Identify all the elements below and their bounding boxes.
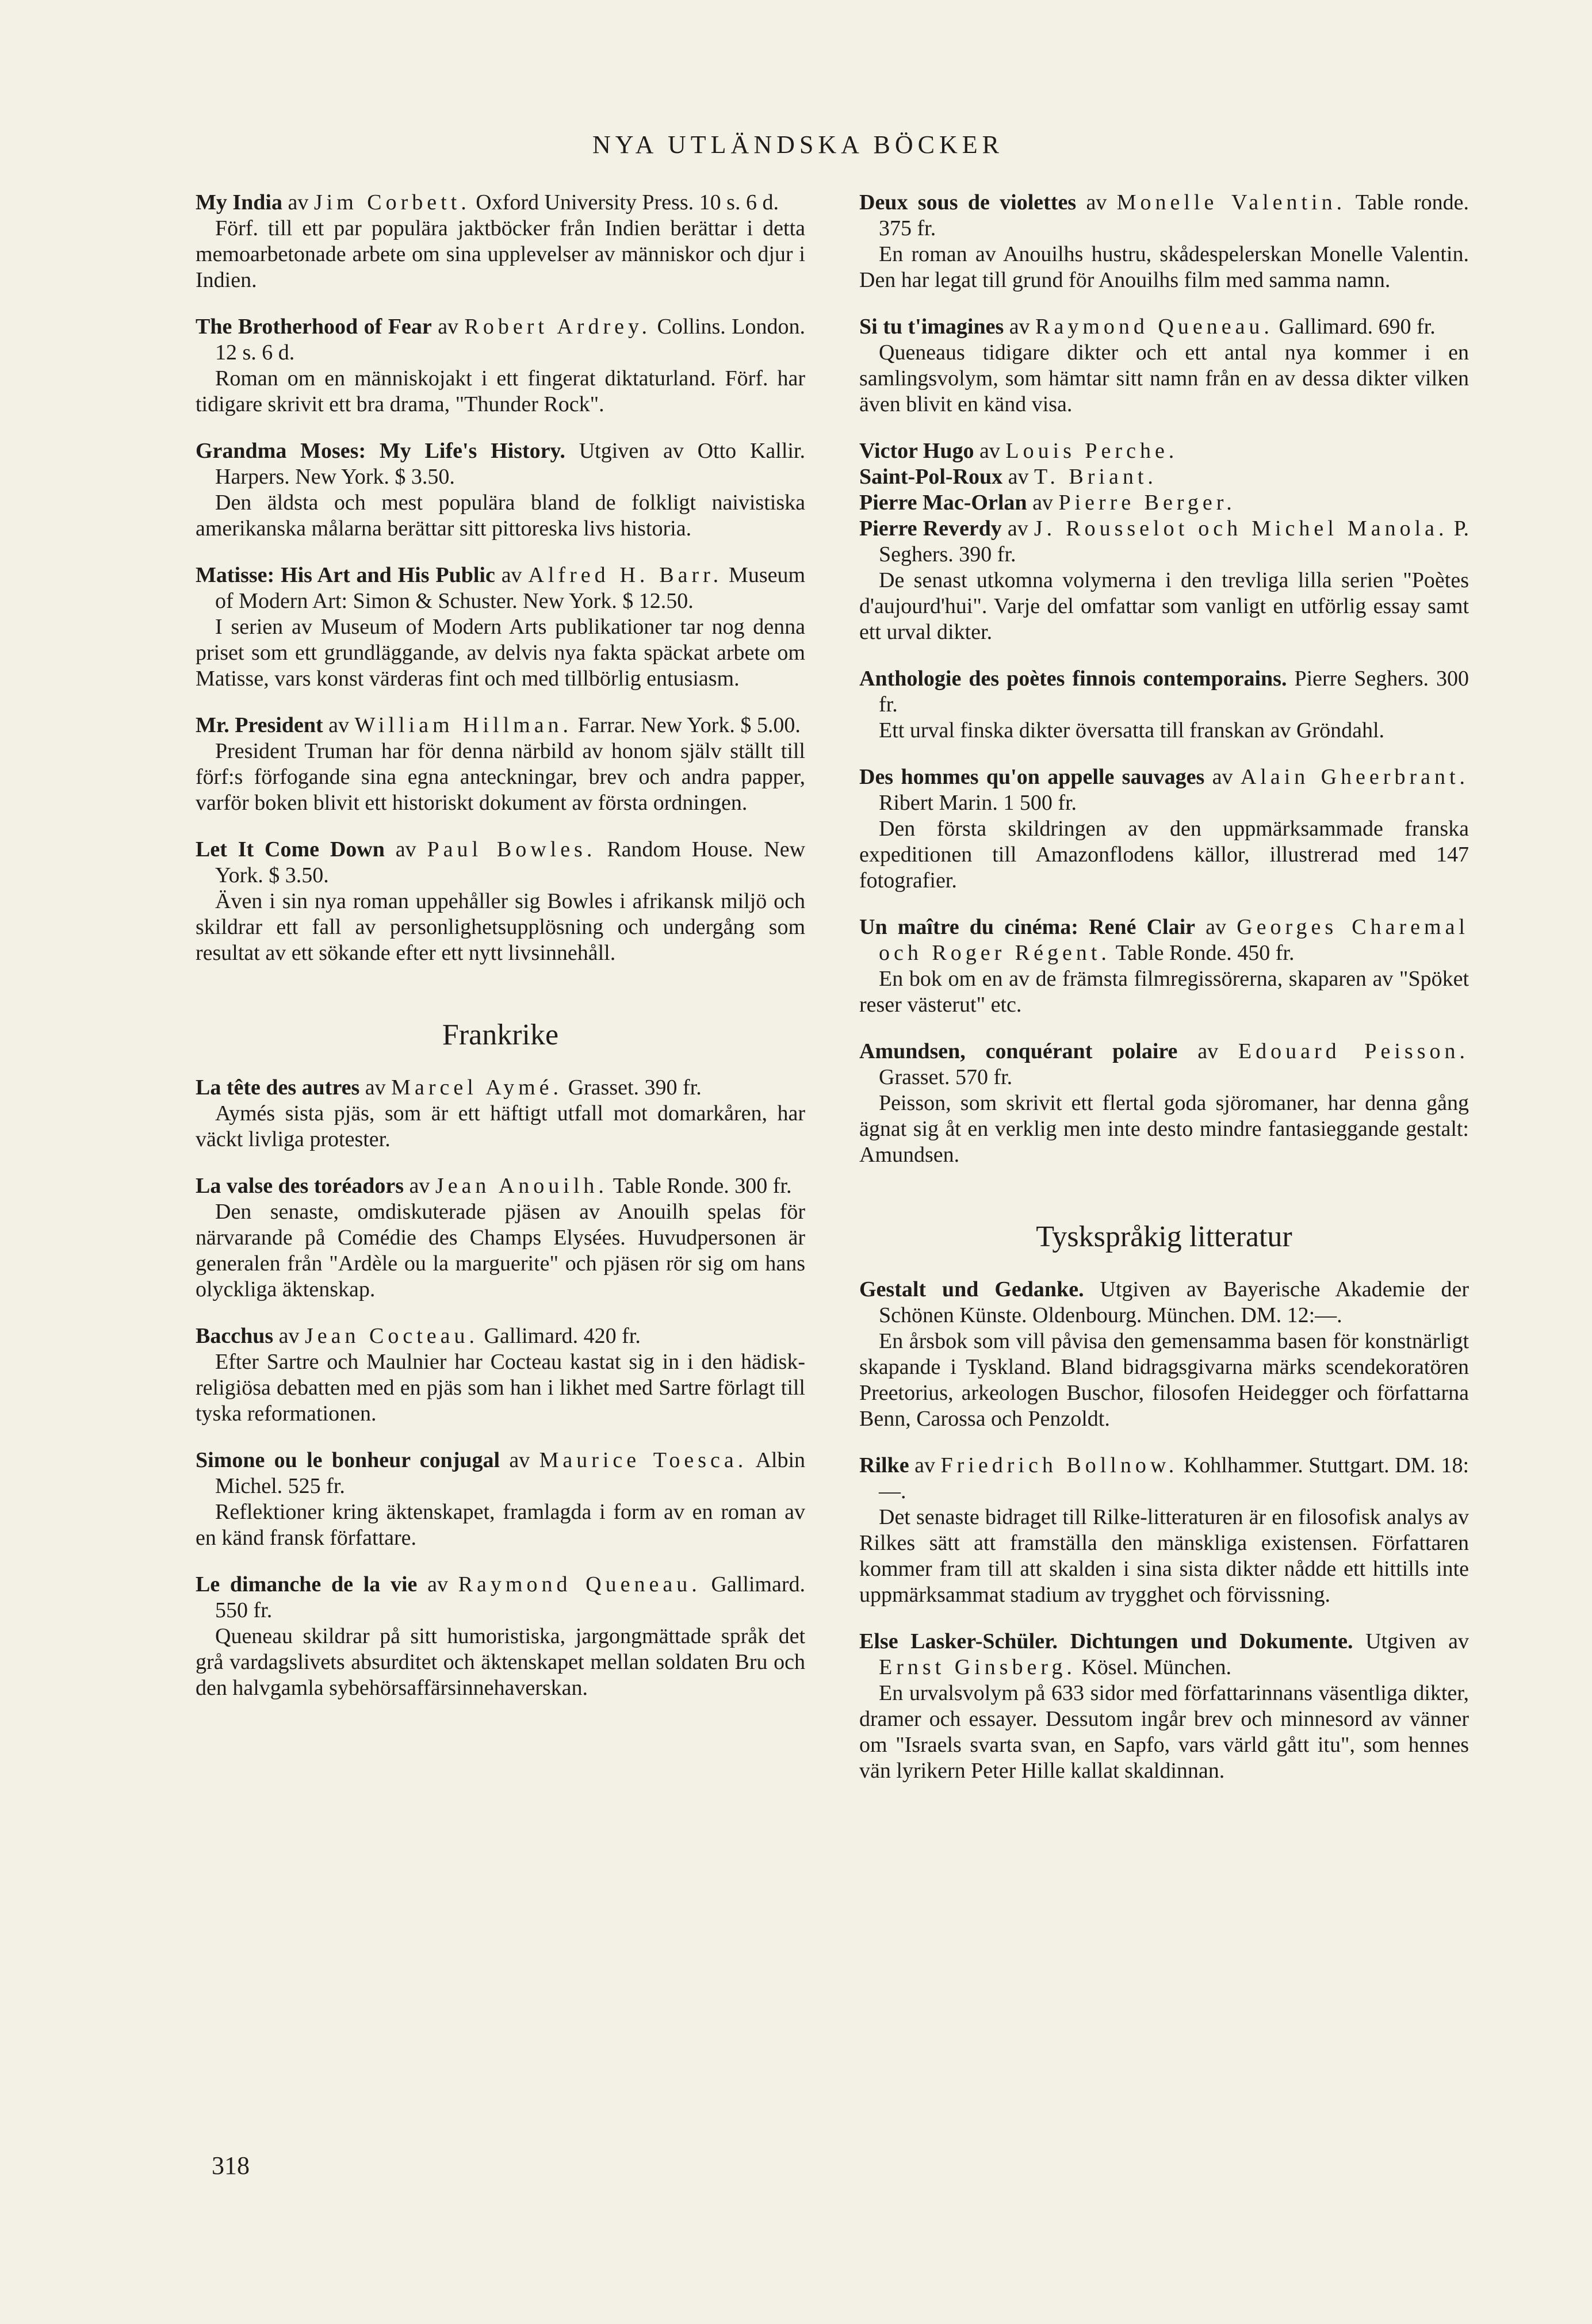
book-title: Gestalt und Gedanke. xyxy=(859,1277,1084,1301)
entry-heading xyxy=(196,1173,805,1199)
byline: av xyxy=(1007,516,1028,541)
book-entry xyxy=(859,190,1469,293)
publication-info: Table ronde. 375 fr. xyxy=(879,190,1469,240)
entry-description: Efter Sartre och Maulnier har Cocteau kastat sig in i den hädisk-religiösa debatten med en pjäs som han i likhet med Sartre förlagt till tyska reformationen. xyxy=(196,1350,805,1426)
publication-info: Museum of Modern Art: Simon & Schuster. New York. $ 12.50. xyxy=(215,563,806,613)
entry-heading xyxy=(196,1323,805,1349)
book-title: Pierre Mac-Orlan xyxy=(859,491,1027,515)
byline: av xyxy=(1008,465,1029,489)
entry-heading xyxy=(196,1075,805,1101)
book-entry xyxy=(196,1075,805,1153)
book-entry xyxy=(859,1453,1469,1608)
byline: av xyxy=(1009,315,1030,339)
book-title: Victor Hugo xyxy=(859,439,974,463)
byline: av xyxy=(365,1075,386,1100)
book-entry xyxy=(859,1277,1469,1432)
entry-heading xyxy=(859,1629,1469,1680)
publication-info: Pierre Seghers. 300 fr. xyxy=(879,667,1469,717)
byline: av xyxy=(979,439,1000,463)
author-name: Jean Anouilh. xyxy=(435,1174,608,1198)
entry-description: Även i sin nya roman uppehåller sig Bowles i afrikansk miljö och skildrar ett fall av personlighetsupplösning och undergång som resultat av ett sökande efter ett nytt livsinnehåll. xyxy=(196,889,805,965)
entry-description: En bok om en av de främsta filmregissörerna, skaparen av "Spöket reser västerut" etc. xyxy=(859,967,1469,1017)
entry-heading xyxy=(196,713,805,738)
byline: Utgiven av xyxy=(1365,1629,1469,1653)
book-title: Grandma Moses: My Life's History. xyxy=(196,439,565,463)
byline: av xyxy=(328,713,350,737)
entry-description: President Truman har för denna närbild av honom själv ställt till förf:s förfogande sina egna anteckningar, brev och andra papper, varför boken blivit ett historiskt dokument av första ordningen. xyxy=(196,739,805,815)
entry-description: Peisson, som skrivit ett flertal goda sjöromaner, har denna gång ägnat sig åt en verklig men inte desto mindre fantasieggande gestalt: Amundsen. xyxy=(859,1091,1469,1167)
author-name: Jim Corbett. xyxy=(313,190,470,215)
book-entry xyxy=(196,562,805,692)
author-name: T. Briant. xyxy=(1034,465,1157,489)
book-title: My India xyxy=(196,190,282,215)
entry-heading xyxy=(859,914,1469,966)
author-name: William Hillman. xyxy=(354,713,573,737)
book-title: Mr. President xyxy=(196,713,323,737)
entry-heading xyxy=(859,464,1469,490)
book-entry xyxy=(196,1173,805,1303)
book-entry xyxy=(196,1572,805,1701)
entry-heading xyxy=(859,764,1469,816)
byline: av xyxy=(1197,1039,1219,1063)
book-entry xyxy=(859,314,1469,418)
author-name: Jean Cocteau. xyxy=(305,1324,479,1348)
entry-heading xyxy=(859,1277,1469,1328)
publication-info: Grasset. 570 fr. xyxy=(879,1065,1013,1089)
publication-info: Kösel. München. xyxy=(1081,1655,1232,1679)
entry-description: Queneaus tidigare dikter och ett antal nya kommer i en samlingsvolym, som hämtar sitt namn från en av dessa dikter vilken även blivit en känd visa. xyxy=(859,340,1469,416)
entry-description: Roman om en människojakt i ett fingerat diktaturland. Förf. har tidigare skrivit ett bra drama, "Thunder Rock". xyxy=(196,366,805,416)
book-title: Des hommes qu'on appelle sauvages xyxy=(859,765,1205,789)
author-name: Louis Perche. xyxy=(1005,439,1178,463)
author-name: Edouard Peisson. xyxy=(1238,1039,1469,1063)
author-name: Alfred H. Barr. xyxy=(528,563,723,587)
book-title: La valse des toréadors xyxy=(196,1174,404,1198)
book-title: Let It Come Down xyxy=(196,837,385,862)
author-name: Friedrich Bollnow. xyxy=(940,1453,1178,1477)
author-name: Robert Ardrey. xyxy=(464,315,652,339)
entry-heading xyxy=(196,837,805,889)
byline: av xyxy=(395,837,416,862)
entry-heading xyxy=(859,516,1469,568)
entry-heading xyxy=(859,1453,1469,1504)
byline: av xyxy=(501,563,522,587)
book-entry xyxy=(196,1448,805,1551)
page-header: NYA UTLÄNDSKA BÖCKER xyxy=(592,131,1004,159)
book-entry xyxy=(859,1039,1469,1168)
entry-heading xyxy=(196,438,805,490)
byline: av xyxy=(288,190,309,215)
publication-info: Harpers. New York. $ 3.50. xyxy=(215,465,455,489)
book-title: Else Lasker-Schüler. Dichtungen und Dokumente. xyxy=(859,1629,1353,1653)
byline: av xyxy=(509,1448,530,1472)
book-entry xyxy=(196,1323,805,1427)
book-title: Deux sous de violettes xyxy=(859,190,1077,215)
byline: av xyxy=(1206,915,1227,939)
entry-description: Den första skildringen av den uppmärksammade franska expeditionen till Amazonflodens källor, illustrerad med 147 fotografier. xyxy=(859,817,1469,893)
byline: av xyxy=(1086,190,1107,215)
byline: av xyxy=(1032,491,1053,515)
book-title: Simone ou le bonheur conjugal xyxy=(196,1448,500,1472)
book-entry xyxy=(196,314,805,418)
right-column xyxy=(859,190,1469,1805)
author-name: J. Rousselot och Michel Manola. xyxy=(1034,516,1448,541)
page-number: 318 xyxy=(212,2151,250,2180)
byline: av xyxy=(278,1324,300,1348)
book-title: Rilke xyxy=(859,1453,909,1477)
entry-heading xyxy=(196,562,805,614)
entry-heading xyxy=(196,1572,805,1624)
entry-description: Den senaste, omdiskuterade pjäsen av Anouilh spelas för närvarande på Comédie des Champs Elysées. Huvudpersonen är generalen från "Ardèle ou la marguerite" och pjäsen rör sig om hans olyckliga äktenskap. xyxy=(196,1200,805,1301)
publication-info: P. Seghers. 390 fr. xyxy=(879,516,1469,566)
entry-heading xyxy=(859,438,1469,464)
author-name: Raymond Queneau. xyxy=(458,1572,701,1596)
author-name: Maurice Toesca. xyxy=(539,1448,748,1472)
section-title-tysksprakig: Tyskspråkig litteratur xyxy=(1036,1220,1292,1253)
entry-description: En roman av Anouilhs hustru, skådespelerskan Monelle Valentin. Den har legat till grund för Anouilhs film med samma namn. xyxy=(859,242,1469,292)
publication-info: Kohlhammer. Stuttgart. DM. 18:—. xyxy=(879,1453,1469,1503)
book-title: Si tu t'imagines xyxy=(859,315,1004,339)
author-name: Monelle Valentin. xyxy=(1116,190,1346,215)
book-title: Matisse: His Art and His Public xyxy=(196,563,495,587)
entry-description: Ett urval finska dikter översatta till franskan av Gröndahl. xyxy=(879,718,1385,742)
book-entry xyxy=(196,190,805,293)
book-title: Pierre Reverdy xyxy=(859,516,1002,541)
book-entry xyxy=(859,438,1469,645)
entry-description: Queneau skildrar på sitt humoristiska, jargongmättade språk det grå vardagslivets absurditet och äktenskapet mellan soldaten Bru och den halvgamla sybehörsaffärsinnehaverskan. xyxy=(196,1624,805,1700)
byline: av xyxy=(914,1453,935,1477)
entry-description: Aymés sista pjäs, som är ett häftigt utfall mot domarkåren, har väckt livliga protester. xyxy=(196,1101,805,1151)
publication-info: Grasset. 390 fr. xyxy=(568,1075,702,1100)
publication-info: Oldenbourg. München. DM. 12:—. xyxy=(1032,1303,1342,1327)
book-entry xyxy=(859,666,1469,744)
publication-info: Collins. London. 12 s. 6 d. xyxy=(215,315,805,365)
book-entry xyxy=(196,438,805,542)
book-title: Un maître du cinéma: René Clair xyxy=(859,915,1195,939)
publication-info: Oxford University Press. 10 s. 6 d. xyxy=(476,190,779,215)
book-title: Amundsen, conquérant polaire xyxy=(859,1039,1178,1063)
book-title: Le dimanche de la vie xyxy=(196,1572,418,1596)
entry-heading xyxy=(859,1039,1469,1090)
book-title: Anthologie des poètes finnois contemporains. xyxy=(859,667,1287,691)
entry-description: En urvalsvolym på 633 sidor med författarinnans väsentliga dikter, dramer och essayer. Dessutom ingår brev och minnesord av vänner om "Israels svarta svan, en Sapfo, vars värld gått itu", som hennes vän lyrikern Peter Hille kallat skaldinnan. xyxy=(859,1681,1469,1783)
publication-info: Gallimard. 550 fr. xyxy=(215,1572,806,1622)
publication-info: Table Ronde. 450 fr. xyxy=(1115,941,1295,965)
book-title: Bacchus xyxy=(196,1324,274,1348)
entry-heading xyxy=(859,666,1469,718)
byline: av xyxy=(1212,765,1233,789)
book-entry xyxy=(196,713,805,816)
left-column xyxy=(196,190,805,1722)
publication-info: Gallimard. 420 fr. xyxy=(484,1324,641,1348)
entry-heading xyxy=(859,190,1469,242)
byline: av xyxy=(409,1174,430,1198)
author-name: Marcel Aymé. xyxy=(391,1075,563,1100)
entry-heading xyxy=(196,190,805,216)
publication-info: Random House. New York. $ 3.50. xyxy=(215,837,806,887)
byline: av xyxy=(427,1572,448,1596)
book-entry xyxy=(859,1629,1469,1784)
author-name: Georges Charemal och Roger Régent. xyxy=(879,915,1469,965)
entry-description: Den äldsta och mest populära bland de folkligt naivistiska amerikanska målarna berättar sitt pittoreska livs historia. xyxy=(196,491,805,541)
publication-info: Ribert Marin. 1 500 fr. xyxy=(879,791,1077,815)
publication-info: Gallimard. 690 fr. xyxy=(1279,315,1436,339)
author-name: Ernst Ginsberg. xyxy=(879,1655,1076,1679)
entry-description: Reflektioner kring äktenskapet, framlagda i form av en roman av en känd fransk författare. xyxy=(196,1500,805,1550)
entry-heading xyxy=(196,1448,805,1499)
book-title: La tête des autres xyxy=(196,1075,360,1100)
entry-heading xyxy=(859,490,1469,516)
book-entry xyxy=(196,837,805,966)
entry-description: De senast utkomna volymerna i den trevliga lilla serien "Poètes d'aujourd'hui". Varje del omfattar som vanligt en utförlig essay samt ett urval dikter. xyxy=(859,568,1469,644)
entry-description: I serien av Museum of Modern Arts publikationer tar nog denna priset som ett grundläggande, av delvis nya fakta späckat arbete om Matisse, vars konst värderas fint och med tillbörlig entusiasm. xyxy=(196,615,805,691)
byline: av xyxy=(438,315,459,339)
publication-info: Table Ronde. 300 fr. xyxy=(613,1174,792,1198)
entry-heading xyxy=(196,314,805,366)
author-name: Alain Gheerbrant. xyxy=(1240,765,1469,789)
byline: Utgiven av Otto Kallir. xyxy=(579,439,805,463)
publication-info: Albin Michel. 525 fr. xyxy=(215,1448,806,1498)
book-entry xyxy=(859,764,1469,894)
author-name: Paul Bowles. xyxy=(427,837,596,862)
byline: Utgiven av Bayerische Akademie der Schönen Künste. xyxy=(879,1277,1469,1327)
author-name: Raymond Queneau. xyxy=(1035,315,1273,339)
entry-heading xyxy=(859,314,1469,340)
book-title: Saint-Pol-Roux xyxy=(859,465,1003,489)
book-title: The Brotherhood of Fear xyxy=(196,315,432,339)
entry-description: Det senaste bidraget till Rilke-litteraturen är en filosofisk analys av Rilkes sätt att framställa den mänskliga existensen. Författaren kommer fram till att skalden i sina sista dikter nådde ett hittills inte uppmärksammat stadium av trygghet och förvissning. xyxy=(859,1505,1469,1607)
publication-info: Farrar. New York. $ 5.00. xyxy=(577,713,801,737)
book-entry xyxy=(859,914,1469,1018)
author-name: Pierre Berger. xyxy=(1058,491,1236,515)
entry-description: En årsbok som vill påvisa den gemensamma basen för konstnärligt skapande i Tyskland. Bland bidragsgivarna märks scendekoratören Preetorius, arkeologen Buschor, filosofen Heidegger och författarna Benn, Carossa och Penzoldt. xyxy=(859,1329,1469,1431)
section-title-frankrike: Frankrike xyxy=(442,1019,559,1051)
entry-description: Förf. till ett par populära jaktböcker från Indien berättar i detta memoarbetonade arbete om sina upplevelser av människor och djur i Indien. xyxy=(196,216,805,292)
